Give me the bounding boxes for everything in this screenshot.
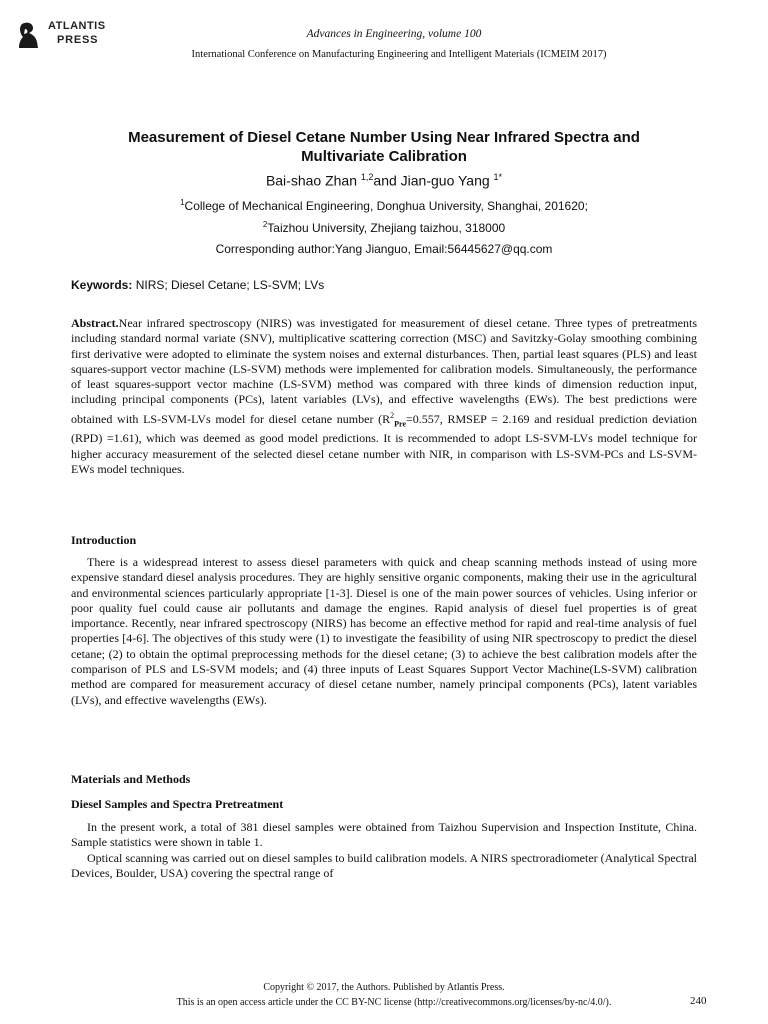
conference-header: International Conference on Manufacturing Engineering and Intelligent Materials (ICMEIM 2017) [191,49,607,60]
author-1-affil-marker: 1,2 [360,172,374,182]
affiliation-1-marker: 1 [180,198,185,207]
publisher-name-line1: ATLANTIS [48,20,106,32]
affiliation-2 [0,220,768,235]
subsection-heading-diesel-samples: Diesel Samples and Spectra Pretreatment [71,797,284,811]
abstract-label: Abstract. [71,316,119,330]
keywords [71,278,324,292]
introduction-text: There is a widespread interest to assess diesel parameters with quick and cheap scanning methods instead of using more expensive standard diesel analysis procedures. They are highly sensitive organic components, making their use in the agricultural and environmental sciences particularly appropriate [1-3]. Diesel is one of the main power sources of vehicles. Using inferior or poor quality fuel could cause air pollutants and damage the engines. Rapid analysis of diesel fuel properties is of great importance. Recently, near infrared spectroscopy (NIRS) has become an effective method for rapid and real-time analysis of fuel properties [4-6]. The objectives of this study were (1) to investigate the feasibility of using NIR spectroscopy to predict the diesel cetane; (2) to obtain the optimal preprocessing methods for the diesel cetane; (3) to achieve the best calibration models after the comparison of PLS and LS-SVM models; and (4) three inputs of Least Squares Support Vector Machine(LS-SVM) calibration method are compared for measurement accuracy of diesel cetane number, namely principal components (PCs), latent variables (LVs), and effective wavelengths (EWs). [71,555,697,707]
footer-copyright: Copyright © 2017, the Authors. Published by Atlantis Press. [263,982,505,993]
affiliation-2-marker: 2 [262,220,268,229]
abstract-pre-sub: Pre [394,419,406,429]
keywords-label: Keywords: [71,278,133,292]
section-heading-materials-methods: Materials and Methods [71,772,191,786]
journal-header: Advances in Engineering, volume 100 [306,28,482,40]
author-list [0,172,768,189]
abstract-r2-sup: 2 [390,410,395,420]
author-2: and Jian-guo Yang [373,172,494,189]
affiliation-1-text: College of Mechanical Engineering, Donghua University, Shanghai, 201620; [184,199,588,213]
methods-paragraph-1: In the present work, a total of 381 diesel samples were obtained from Taizhou Supervision and Inspection Institute, China. Sample statistics were shown in table 1. [71,820,697,850]
affiliation-2-text: Taizhou University, Zhejiang taizhou, 318000 [267,221,506,235]
paper-title-line1: Measurement of Diesel Cetane Number Using Near Infrared Spectra and [128,129,640,146]
methods-paragraph-2: Optical scanning was carried out on diesel samples to build calibration models. A NIRS spectroradiometer (Analytical Spectral Devices, Boulder, USA) covering the spectral range of [71,851,697,881]
abstract-text-a: Near infrared spectroscopy (NIRS) was investigated for measurement of diesel cetane. Three types of pretreatments including standard normal variate (SNV), multiplicative scattering correction (MSC) and Savitzky-Golay smoothing combining first derivative were adopted to eliminate the system noises and external disturbances. Then, partial least squares (PLS) and least squares-support vector machine (LS-SVM) methods were implemented for calibration models. Simultaneously, the performance of least squares-support vector machine (LS-SVM) method was compared with three kinds of dimension reduction input, including principal components (PCs), latent variables (LVs), and effective wavelengths (EWs). The best predictions were obtained with LS-SVM-LVs model for diesel cetane number (R [71,316,697,426]
section-heading-introduction: Introduction [71,533,137,547]
footer-license: This is an open access article under the CC BY-NC license (http://creativecommons.org/licenses/by-nc/4.0/). [176,997,612,1008]
author-2-affil-marker: 1* [493,172,503,182]
paper-title-line2: Multivariate Calibration [301,148,467,165]
paper-title [70,128,698,166]
page-number: 240 [690,995,707,1007]
corresponding-author: Corresponding author:Yang Jianguo, Email:56445627@qq.com [215,242,553,256]
author-1: Bai-shao Zhan [265,172,361,189]
abstract-text-b: =0.557, RMSEP = 2.169 and residual prediction deviation (RPD) =1.61), which was deemed as good model predictions. It is recommended to adopt LS-SVM-LVs model technique for higher accuracy measurement of the selected diesel cetane number with NIR, in comparison with LS-SVM-PCs and LS-SVM-EWs model techniques. [71,411,698,477]
publisher-name-line2: PRESS [57,34,99,46]
affiliation-1 [0,198,768,213]
abstract [71,316,697,477]
keywords-text: NIRS; Diesel Cetane; LS-SVM; LVs [132,278,325,292]
